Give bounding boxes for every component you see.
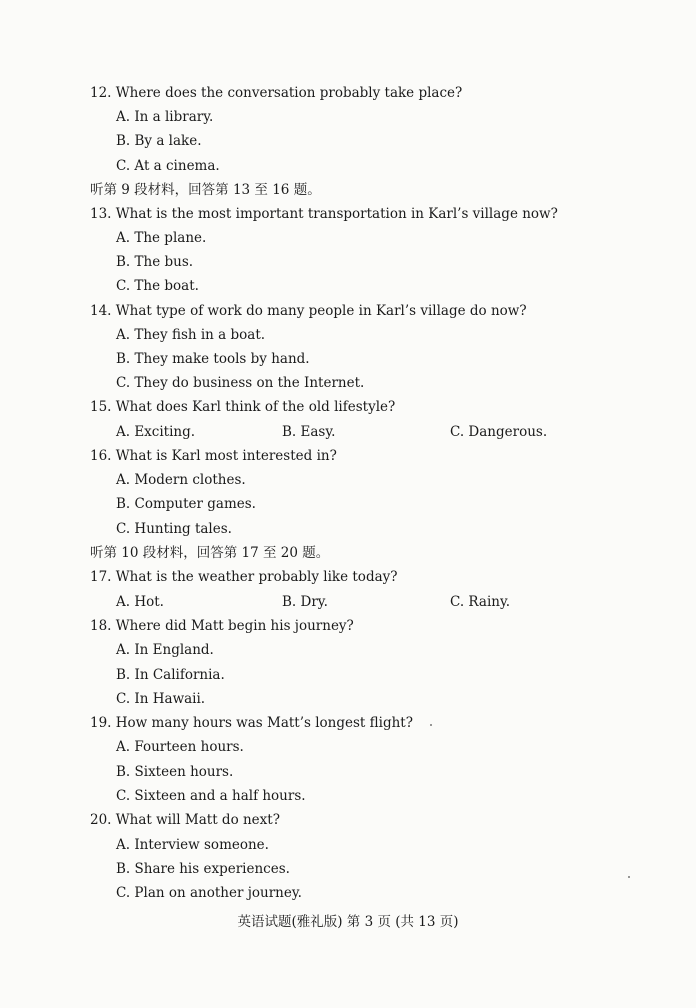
option-12c: C. At a cinema. <box>116 158 220 174</box>
option-19c: C. Sixteen and a half hours. <box>116 788 306 804</box>
question-20 <box>90 811 280 829</box>
option-19a: A. Fourteen hours. <box>116 739 244 755</box>
question-14 <box>90 302 527 320</box>
question-text: What type of work do many people in Karl’s village do now? <box>115 303 527 319</box>
options-row-17 <box>0 593 696 611</box>
scan-speck <box>628 876 630 878</box>
option-18b: B. In California. <box>116 667 225 683</box>
option-18c: C. In Hawaii. <box>116 691 206 707</box>
question-number: 16. <box>90 448 112 464</box>
option-17c: C. Rainy. <box>450 594 511 610</box>
option-13a: A. The plane. <box>116 230 207 246</box>
option-16b: B. Computer games. <box>116 496 256 512</box>
options-row-15 <box>0 423 696 441</box>
question-text: What is the weather probably like today? <box>115 569 398 585</box>
option-13c: C. The boat. <box>116 278 199 294</box>
question-text: What is Karl most interested in? <box>115 448 337 464</box>
question-number: 17. <box>90 569 112 585</box>
option-12a: A. In a library. <box>116 109 214 125</box>
option-14a: A. They fish in a boat. <box>116 327 266 343</box>
option-14b: B. They make tools by hand. <box>116 351 310 367</box>
option-20a: A. Interview someone. <box>116 837 269 853</box>
section-heading-10: 听第 10 段材料，回答第 17 至 20 题。 <box>90 545 330 561</box>
option-16c: C. Hunting tales. <box>116 521 232 537</box>
scan-speck <box>430 724 432 726</box>
option-19b: B. Sixteen hours. <box>116 764 234 780</box>
option-17a: A. Hot. <box>116 594 164 610</box>
option-12b: B. By a lake. <box>116 133 202 149</box>
question-18 <box>90 617 354 635</box>
question-number: 20. <box>90 812 112 828</box>
question-text: What does Karl think of the old lifestyle? <box>115 399 396 415</box>
option-13b: B. The bus. <box>116 254 194 270</box>
question-19 <box>90 714 413 732</box>
option-20b: B. Share his experiences. <box>116 861 290 877</box>
question-12 <box>90 84 462 102</box>
question-number: 14. <box>90 303 112 319</box>
question-number: 15. <box>90 399 112 415</box>
question-number: 12. <box>90 85 112 101</box>
page-footer: 英语试题(雅礼版) 第 3 页 (共 13 页) <box>237 914 459 930</box>
option-18a: A. In England. <box>116 642 214 658</box>
option-20c: C. Plan on another journey. <box>116 885 302 901</box>
question-17 <box>90 568 398 586</box>
question-number: 13. <box>90 206 112 222</box>
question-16 <box>90 447 337 465</box>
question-13 <box>90 205 558 223</box>
option-17b: B. Dry. <box>282 594 328 610</box>
section-heading-9: 听第 9 段材料，回答第 13 至 16 题。 <box>90 182 321 198</box>
option-14c: C. They do business on the Internet. <box>116 375 365 391</box>
option-15c: C. Dangerous. <box>450 424 548 440</box>
option-16a: A. Modern clothes. <box>116 472 246 488</box>
question-number: 19. <box>90 715 112 731</box>
question-15 <box>90 398 395 416</box>
option-15a: A. Exciting. <box>116 424 196 440</box>
question-text: Where did Matt begin his journey? <box>115 618 354 634</box>
question-number: 18. <box>90 618 112 634</box>
question-text: Where does the conversation probably take place? <box>115 85 463 101</box>
option-15b: B. Easy. <box>282 424 336 440</box>
question-text: How many hours was Matt’s longest flight? <box>115 715 413 731</box>
question-text: What is the most important transportation in Karl’s village now? <box>115 206 558 222</box>
question-text: What will Matt do next? <box>115 812 280 828</box>
